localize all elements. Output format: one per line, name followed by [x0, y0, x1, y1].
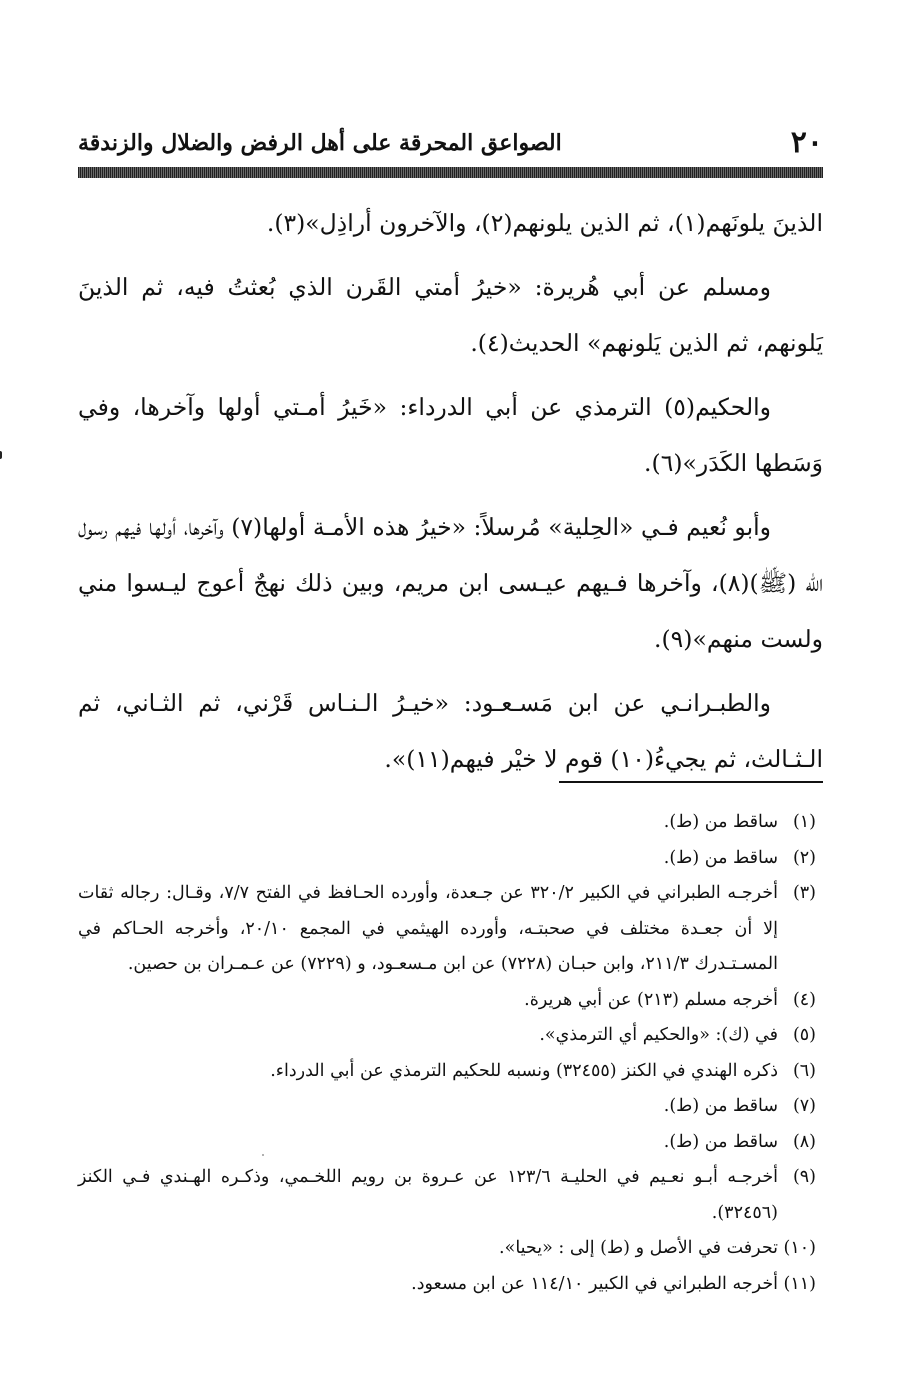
footnote-number: (٣) [792, 883, 816, 903]
footnote-number: (٨) [792, 1131, 816, 1152]
paragraph-2: ومسلم عن أبي هُريرة: «خيرُ أمتي القَرن الذي بُعثتُ فيه، ثم الذينَ يَلونهم، ثم الذين يَلونهم» الحديث(٤). [78, 273, 823, 357]
footnote-5 [78, 1018, 816, 1054]
footnote-text: أخرجـه الطبراني في الكبير ٣٢٠/٢ عن جـعدة، وأورده الحـافظ في الفتح ٧/٧، وقـال: رجاله ثقات إلا أن جعـدة مختلف في صحبتـه، وأورده الهيثمي في المجمع ٢٠/١٠، وأخرجه الحـاكم في المسـتـدرك ٢١١/٣، وابن حبـان (٧٢٢٨) عن ابن مـسعـود، و (٧٢٢٩) عن عـمـران بن حصين. [78, 883, 778, 974]
footnote-number: (٧) [792, 1096, 816, 1116]
footnote-7 [78, 1089, 816, 1125]
footnote-text: في (ك): «والحكيم أي الترمذي». [539, 1025, 778, 1045]
footnote-number: (٤) [792, 989, 816, 1010]
footnote-text: ساقط من (ط). [663, 1131, 778, 1152]
footnote-number: (٥) [792, 1025, 816, 1045]
footnote-text: أخرجه مسلم (٢١٣) عن أبي هريرة. [524, 989, 778, 1010]
footnote-9 [78, 1160, 816, 1231]
footnote-1 [78, 805, 816, 841]
footnote-2 [78, 841, 816, 877]
page-header [78, 118, 823, 164]
footnote-text: تحرفت في الأصل و (ط) إلى : «يحيا». [499, 1238, 778, 1258]
footnotes [78, 805, 816, 1302]
paragraph-1: الذينَ يلونَهم(١)، ثم الذين يلونهم(٢)، والآخرون أراذِل»(٣). [266, 209, 823, 237]
footnote-4 [78, 983, 816, 1019]
footnote-text: أخرجـه أبـو نعـيم في الحليـة ١٢٣/٦ عن عـروة بن رويم اللخـمي، وذكـره الهـندي فـي الكنز (٣٢٤٥٦). [78, 1167, 778, 1223]
footnote-number: (٩) [792, 1167, 816, 1187]
paragraph-4: وأبو نُعيم فـي «الحِلية» مُرسلاً: «خيرُ هذه الأمـة أولها(٧) وآخرها، أولها فيهم رسول الله (ﷺ)(٨)، وآخرها فـيهم عيـسى ابن مريم، وبين ذلك نهجٌ أعوج ليـسوا مني ولست منهم»(٩). [78, 513, 824, 653]
paragraph-5: والطبـرانـي عن ابن مَسـعـود: «خيـرُ الـنـاس قَرْني، ثم الثـاني، ثم الـثـالث، ثم يجيءُ(١٠) قوم لا خيْر فيهم(١١)». [78, 689, 823, 773]
footnote-number: (١٠) [783, 1238, 816, 1258]
footnote-number: (١١) [783, 1273, 816, 1294]
footnote-8 [78, 1125, 816, 1161]
footnote-text: ساقط من (ط). [663, 812, 778, 832]
footnote-text: أخرجه الطبراني في الكبير ١١٤/١٠ عن ابن مسعود. [411, 1273, 778, 1294]
footnote-text: ساقط من (ط). [663, 847, 778, 868]
footnote-11 [78, 1267, 816, 1303]
footnote-separator [559, 781, 823, 783]
footnote-text: ساقط من (ط). [663, 1096, 778, 1116]
footnote-10 [78, 1231, 816, 1267]
paragraph-3: والحكيم(٥) الترمذي عن أبي الدرداء: «خَيرُ أمـتي أولها وآخرها، وفي وَسَطها الكَدَر»(٦). [78, 393, 823, 477]
footnote-6 [78, 1054, 816, 1090]
scan-edge-mark [0, 451, 2, 459]
footnote-3 [78, 876, 816, 983]
main-text [78, 195, 823, 795]
footnote-text: ذكره الهندي في الكنز (٣٢٤٥٥) ونسبه للحكيم الترمذي عن أبي الدرداء. [270, 1060, 778, 1081]
scan-speck [262, 1154, 264, 1156]
footnote-number: (١) [792, 812, 816, 832]
footnote-number: (٢) [792, 847, 816, 868]
footnote-number: (٦) [792, 1060, 816, 1081]
header-rule [78, 167, 823, 178]
running-title: الصواعق المحرقة على أهل الرفض والضلال والزندقة [78, 130, 562, 156]
page-number: ٢٠ [790, 125, 823, 160]
